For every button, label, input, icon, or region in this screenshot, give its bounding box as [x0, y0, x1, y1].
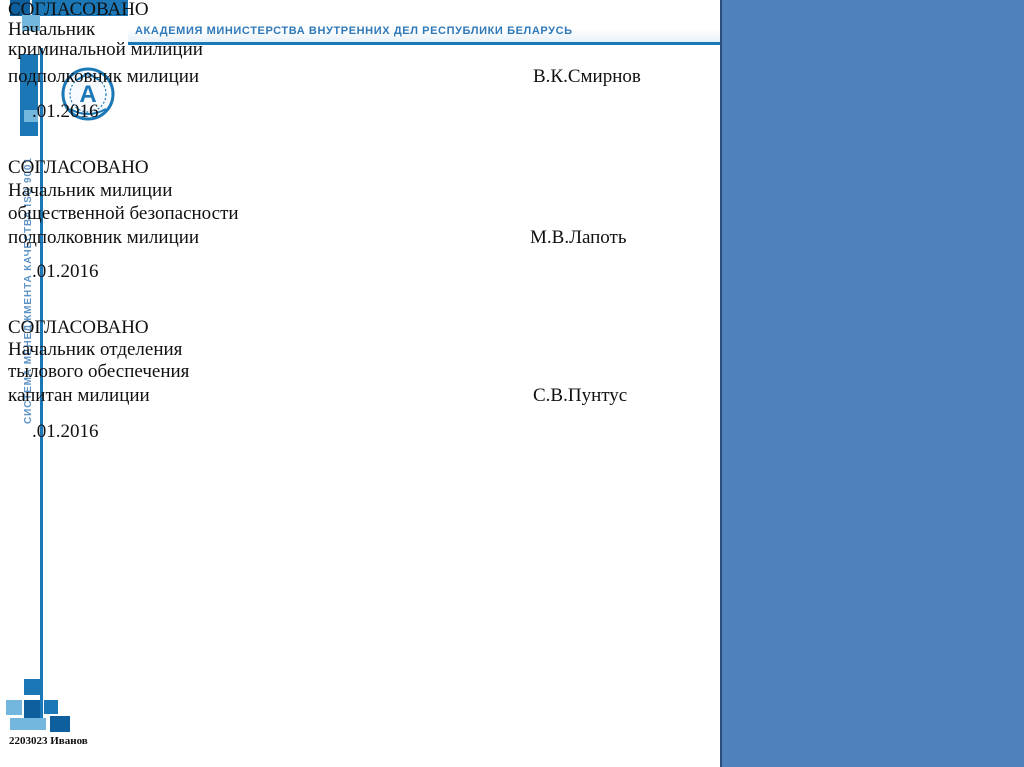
document-footer: 2203023 Иванов — [9, 735, 88, 747]
approval-position-line: тылового обеспечения — [8, 361, 190, 382]
approval-date: .01.2016 — [32, 101, 99, 122]
approval-block — [8, 0, 708, 120]
approval-rank-line: капитан милиции — [8, 385, 150, 406]
approval-heading: СОГЛАСОВАНО — [8, 317, 149, 338]
approval-date: .01.2016 — [32, 421, 99, 442]
approval-position-line: Начальник милиции — [8, 180, 173, 201]
approval-list — [8, 0, 718, 767]
signatory-name: С.В.Пунтус — [533, 385, 628, 406]
approval-position-line: общественной безопасности — [8, 203, 239, 224]
approval-heading: СОГЛАСОВАНО — [8, 0, 149, 20]
approval-position-line: криминальной милиции — [8, 39, 203, 60]
approval-date: .01.2016 — [32, 261, 99, 282]
signatory-name: М.В.Лапоть — [530, 227, 627, 248]
blue-side-panel — [720, 0, 1024, 767]
approval-position-line: Начальник отделения — [8, 339, 183, 360]
approval-rank-line: подполковник милиции — [8, 66, 200, 87]
academy-title: АКАДЕМИЯ МИНИСТЕРСТВА ВНУТРЕННИХ ДЕЛ РЕСПУБЛИКИ БЕЛАРУСЬ — [135, 25, 573, 37]
approval-block — [8, 157, 708, 282]
approval-rank-line: подполковник милиции — [8, 227, 200, 248]
logo-letter: А — [79, 81, 97, 108]
approval-position-line: Начальник — [8, 19, 96, 40]
approval-heading: СОГЛАСОВАНО — [8, 157, 149, 178]
certification-vertical-text: СИСТЕМА МЕНЕДЖМЕНТА КАЧЕСТВА ISO 9001 — [23, 157, 34, 424]
approval-block — [8, 317, 708, 442]
signatory-name: В.К.Смирнов — [533, 66, 641, 87]
